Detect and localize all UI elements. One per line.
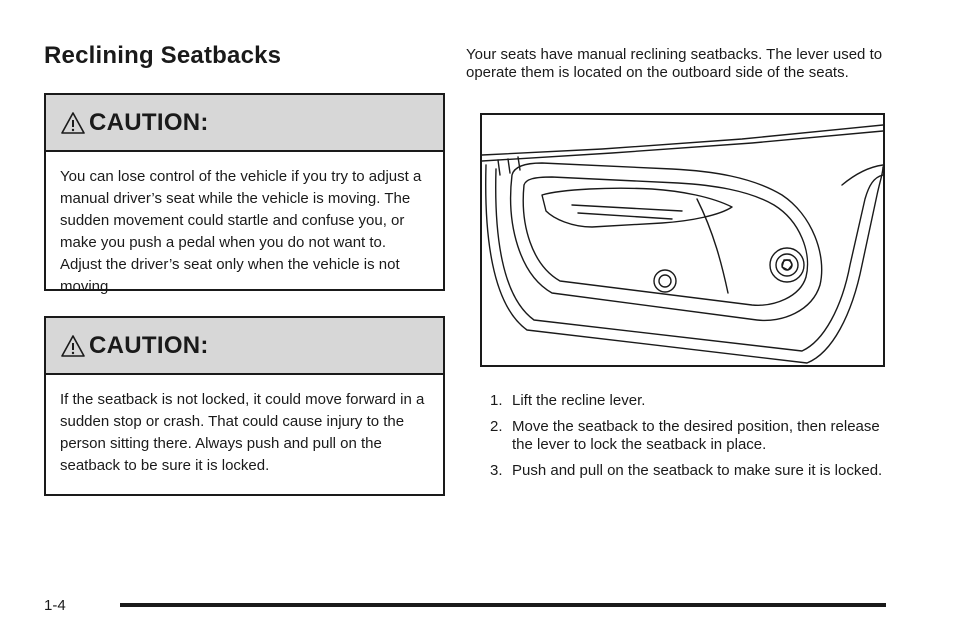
caution-text: If the seatback is not locked, it could move forward in a sudden stop or crash. That could cause injury to the person sitting there. Always push and pull on the seatback to be sure it is locked. (60, 391, 425, 474)
warning-triangle-icon (60, 110, 86, 136)
page-number: 1-4 (44, 597, 66, 614)
step-number: 1. (490, 392, 503, 409)
step-text: Push and pull on the seatback to make sure it is locked. (512, 462, 883, 479)
list-item (490, 462, 890, 480)
step-number: 3. (490, 462, 503, 479)
step-text: Move the seatback to the desired position, then release the lever to lock the seatback in place. (512, 418, 880, 453)
list-item (490, 392, 890, 410)
caution-header (46, 318, 443, 375)
caution-box-driver-seat (44, 93, 445, 295)
caution-title: CAUTION: (89, 108, 209, 136)
step-text: Lift the recline lever. (512, 392, 646, 409)
list-item (490, 418, 890, 454)
caution-box-seatback-lock (44, 316, 445, 496)
caution-text: You can lose control of the vehicle if you try to adjust a manual driver’s seat while the vehicle is moving. The sudden movement could startle and confuse you, or make you push a pedal when you do not want to. Adjust the driver’s seat only when the vehicle is not moving. (60, 168, 422, 295)
footer-rule (120, 603, 886, 607)
caution-header (46, 95, 443, 152)
step-number: 2. (490, 418, 503, 435)
seat-side-panel-drawing (482, 115, 883, 365)
intro-paragraph: Your seats have manual reclining seatbacks. The lever used to operate them is located on the outboard side of the seats. (466, 46, 883, 81)
section-title: Reclining Seatbacks (44, 42, 282, 69)
warning-triangle-icon (60, 333, 86, 359)
recline-lever-illustration (480, 113, 885, 367)
caution-title: CAUTION: (89, 331, 209, 359)
instruction-steps (490, 392, 890, 488)
